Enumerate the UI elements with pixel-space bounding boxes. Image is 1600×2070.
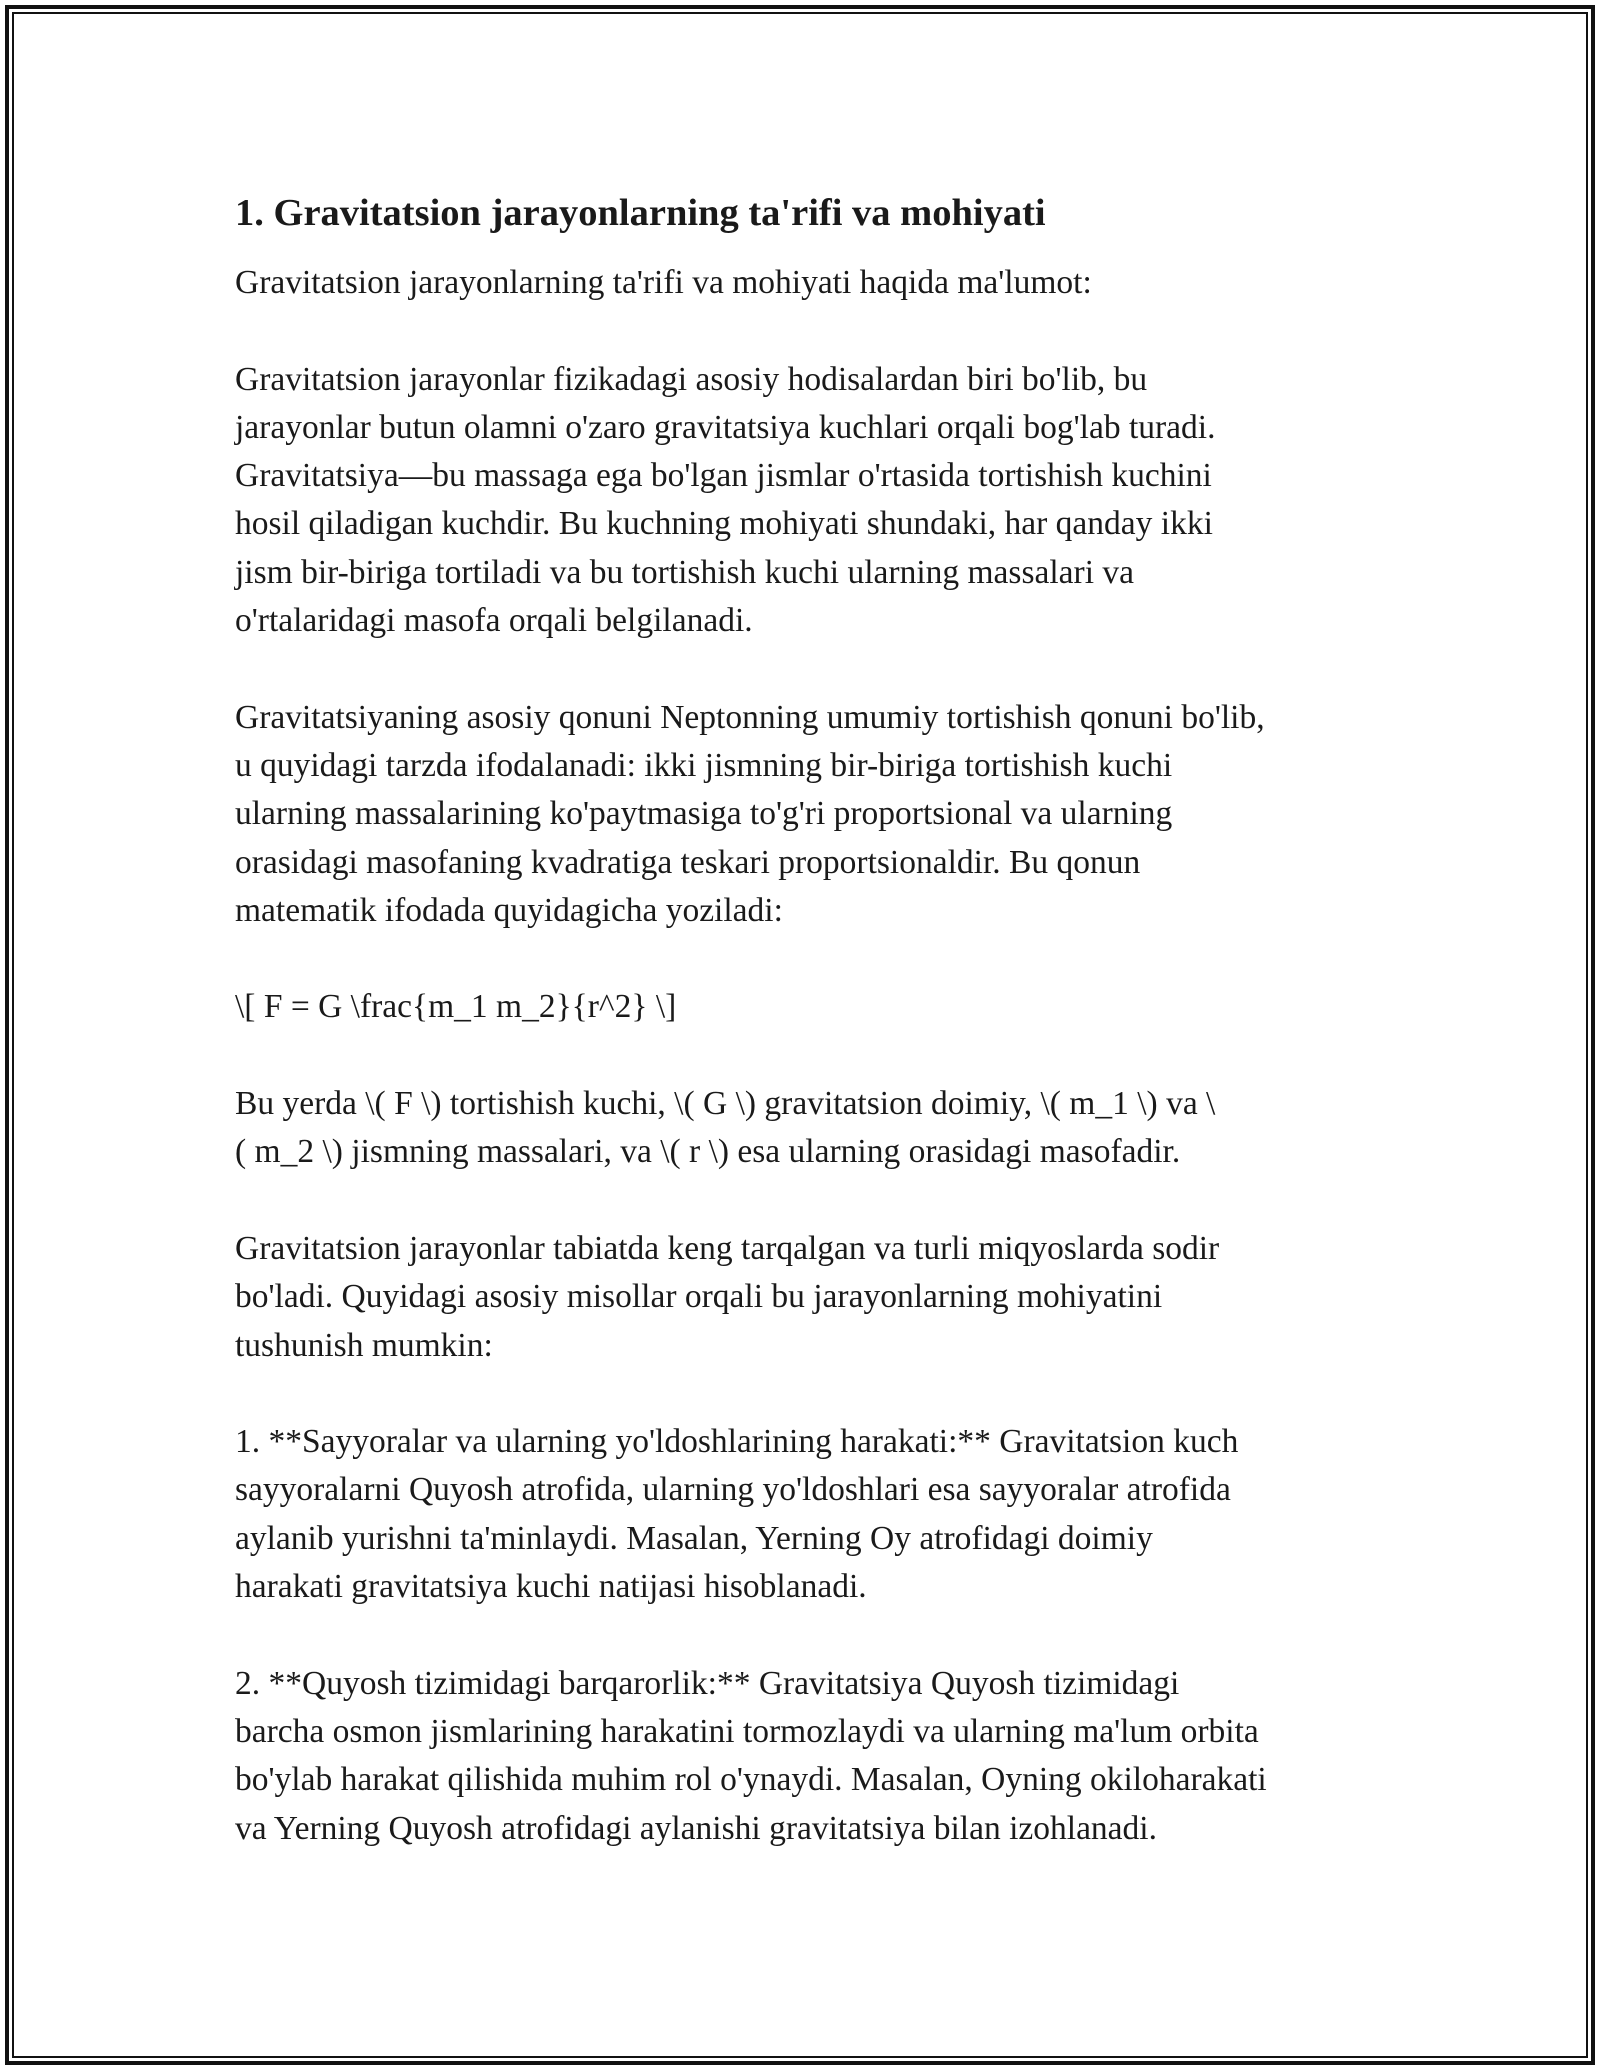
text-line: 2. **Quyosh tizimidagi barqarorlik:** Gravitatsiya Quyosh tizimidagi	[235, 1664, 1180, 1702]
paragraph-example-2	[235, 1660, 1375, 1853]
text-line: u quyidagi tarzda ifodalanadi: ikki jismning bir-biriga tortishish kuchi	[235, 746, 1173, 784]
text-line: Gravitatsiya—bu massaga ega bo'lgan jismlar o'rtasida tortishish kuchini	[235, 457, 1212, 495]
text-line: jism bir-biriga tortiladi va bu tortishish kuchi ularning massalari va	[235, 553, 1135, 591]
text-line: sayyoralarni Quyosh atrofida, ularning yo'ldoshlari esa sayyoralar atrofida	[235, 1471, 1231, 1509]
text-line: aylanib yurishni ta'minlaydi. Masalan, Yerning Oy atrofidagi doimiy	[235, 1519, 1153, 1557]
text-line: bo'ladi. Quyidagi asosiy misollar orqali bu jarayonlarning mohiyatini	[235, 1278, 1163, 1316]
text-line: barcha osmon jismlarining harakatini tormozlaydi va ularning ma'lum orbita	[235, 1712, 1259, 1750]
text-line: harakati gravitatsiya kuchi natijasi hisoblanadi.	[235, 1568, 867, 1606]
text-line: matematik ifodada quyidagicha yoziladi:	[235, 891, 783, 929]
text-line: hosil qiladigan kuchdir. Bu kuchning mohiyati shundaki, har qanday ikki	[235, 505, 1213, 543]
formula-line: \[ F = G \frac{m_1 m_2}{r^2} \]	[235, 988, 677, 1026]
document-title: 1. Gravitatsion jarayonlarning ta'rifi va mohiyati	[235, 192, 1046, 234]
paragraph-intro	[235, 259, 1375, 307]
text-line: Gravitatsion jarayonlarning ta'rifi va mohiyati haqida ma'lumot:	[235, 264, 1092, 301]
text-line: tushunish mumkin:	[235, 1326, 493, 1364]
paragraph-example-1	[235, 1418, 1375, 1611]
paragraph-formula	[235, 983, 1375, 1031]
text-line: jarayonlar butun olamni o'zaro gravitatsiya kuchlari orqali bog'lab turadi.	[235, 408, 1216, 446]
paragraph-law	[235, 694, 1375, 935]
text-line: Gravitatsion jarayonlar fizikadagi asosiy hodisalardan biri bo'lib, bu	[235, 360, 1148, 398]
text-line: va Yerning Quyosh atrofidagi aylanishi gravitatsiya bilan izohlanadi.	[235, 1809, 1157, 1847]
text-line: ularning massalarining ko'paytmasiga to'g'ri proportsional va ularning	[235, 795, 1173, 833]
text-line: ( m_2 \) jismning massalari, va \( r \) esa ularning orasidagi masofadir.	[235, 1133, 1181, 1171]
document-body	[235, 185, 1375, 1901]
text-line: o'rtalaridagi masofa orqali belgilanadi.	[235, 602, 753, 640]
paragraph-examples-intro	[235, 1225, 1375, 1370]
paragraph-variables	[235, 1080, 1375, 1177]
paragraph-definition	[235, 356, 1375, 646]
text-line: Gravitatsion jarayonlar tabiatda keng tarqalgan va turli miqyoslarda sodir	[235, 1229, 1220, 1267]
text-line: orasidagi masofaning kvadratiga teskari proportsionaldir. Bu qonun	[235, 843, 1141, 881]
text-line: bo'ylab harakat qilishida muhim rol o'ynaydi. Masalan, Oyning okiloharakati	[235, 1761, 1267, 1799]
text-line: 1. **Sayyoralar va ularning yo'ldoshlarining harakati:** Gravitatsion kuch	[235, 1423, 1239, 1461]
text-line: Bu yerda \( F \) tortishish kuchi, \( G \) gravitatsion doimiy, \( m_1 \) va \	[235, 1085, 1216, 1123]
text-line: Gravitatsiyaning asosiy qonuni Neptonning umumiy tortishish qonuni bo'lib,	[235, 698, 1265, 736]
